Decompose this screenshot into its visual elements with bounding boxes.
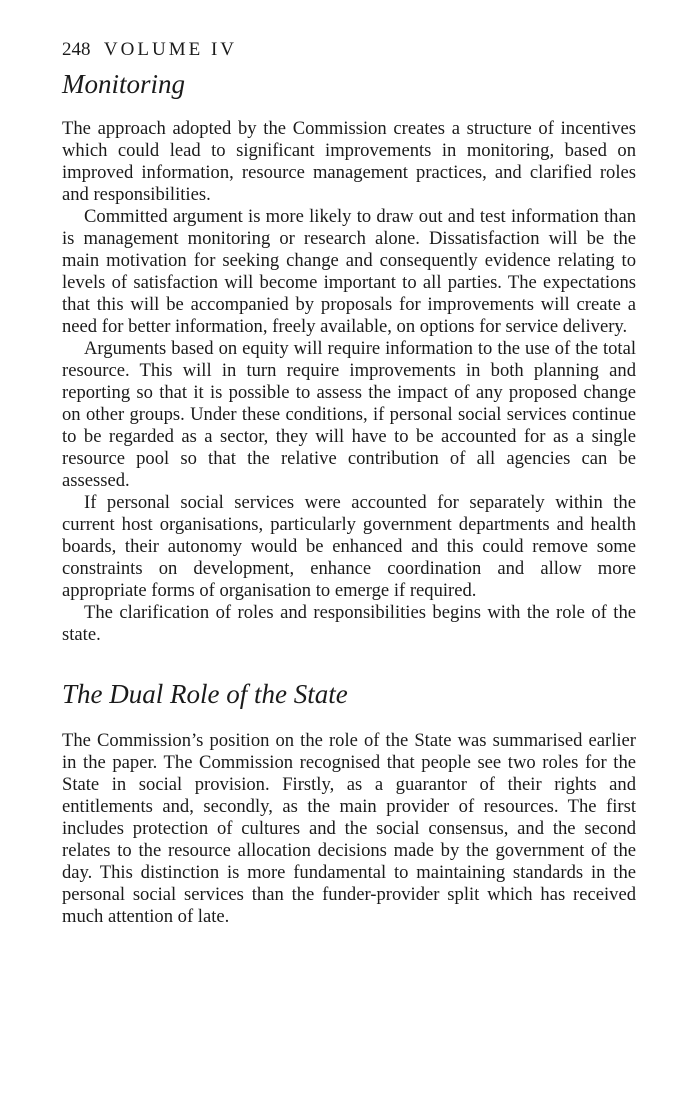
paragraph: Arguments based on equity will require information to the use of the total resource. This will in turn require improvements in both planning and reporting so that it is possible to assess the impact of any proposed change on other groups. Under these conditions, if personal social services continue to be regarded as a sector, they will have to be accounted for as a single resource pool so that the relative contribution of all agencies can be assessed.	[62, 338, 636, 491]
volume-label: VOLUME IV	[103, 39, 237, 60]
running-head	[62, 38, 636, 62]
paragraph: The approach adopted by the Commission creates a structure of incentives which could lead to significant improvements in monitoring, based on improved information, resource management practices, and clarified roles and responsibilities.	[62, 118, 636, 205]
document-page	[62, 38, 636, 928]
paragraph: If personal social services were accounted for separately within the current host organisations, particularly government departments and health boards, their autonomy would be enhanced and this could remove some constraints on development, enhance coordination and allow more appropriate forms of organisation to emerge if required.	[62, 492, 636, 601]
paragraph: Committed argument is more likely to draw out and test information than is management monitoring or research alone. Dissatisfaction will be the main motivation for seeking change and consequently evidence relating to levels of satisfaction will become important to all parties. The expectations that this will be accompanied by proposals for improvements will create a need for better information, freely available, on options for service delivery.	[62, 206, 636, 337]
paragraph: The clarification of roles and responsibilities begins with the role of the state.	[62, 602, 636, 645]
page-number: 248	[62, 39, 91, 60]
paragraph: The Commission’s position on the role of the State was summarised earlier in the paper. The Commission recognised that people see two roles for the State in social provision. Firstly, as a guarantor of their rights and entitlements and, secondly, as the main provider of resources. The first includes protection of cultures and the social consensus, and the second relates to the resource allocation decisions made by the government of the day. This distinction is more fundamental to maintaining standards in the personal social services than the funder-provider split which has received much attention of late.	[62, 730, 636, 927]
section-heading-dual-role: The Dual Role of the State	[62, 679, 348, 709]
section-heading-monitoring: Monitoring	[62, 69, 186, 99]
